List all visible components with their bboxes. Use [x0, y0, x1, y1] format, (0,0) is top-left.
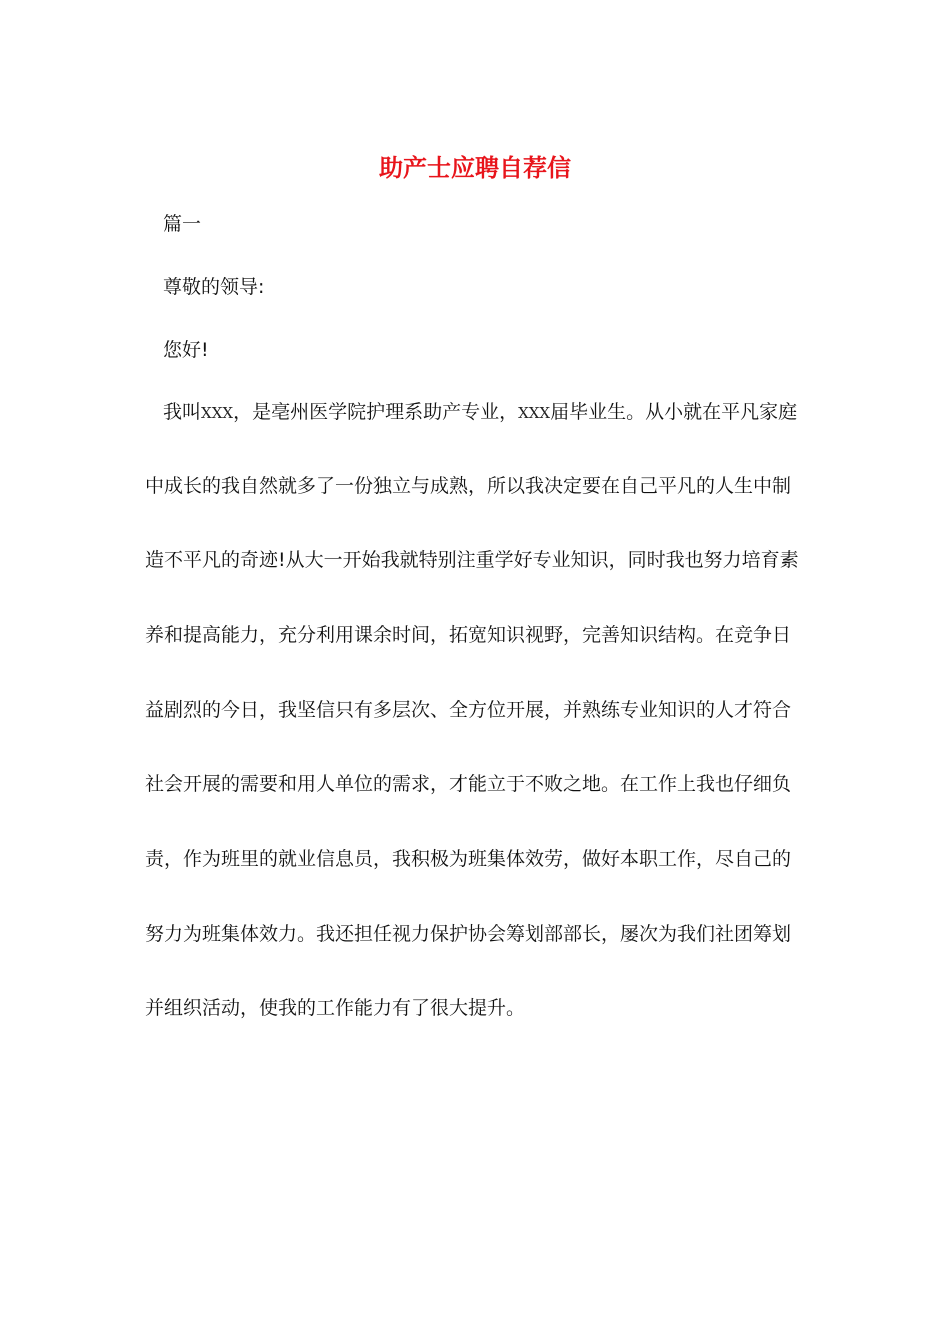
body-line-9: 并组织活动，使我的工作能力有了很大提升。: [145, 997, 526, 1019]
body-line-8: 努力为班集体效力。我还担任视力保护协会筹划部部长，屡次为我们社团筹划: [145, 923, 792, 945]
body-line-1: [163, 398, 797, 427]
body-line-3: 造不平凡的奇迹!从大一开始我就特别注重学好专业知识，同时我也努力培育素: [145, 549, 799, 571]
body-line-6: 社会开展的需要和用人单位的需求，才能立于不败之地。在工作上我也仔细负: [145, 773, 792, 795]
name-placeholder: XXX: [201, 404, 234, 422]
document-title: 助产士应聘自荐信: [379, 153, 571, 182]
year-placeholder: XXX: [518, 404, 551, 422]
section-heading: 篇一: [163, 213, 202, 235]
body-line-7: 责，作为班里的就业信息员，我积极为班集体效劳，做好本职工作，尽自己的: [145, 848, 792, 870]
body-text: 届毕业生。从小就在平凡家庭: [550, 401, 798, 423]
body-line-4: 养和提高能力，充分利用课余时间，拓宽知识视野，完善知识结构。在竞争日: [145, 624, 792, 646]
body-line-2: 中成长的我自然就多了一份独立与成熟，所以我决定要在自己平凡的人生中制: [145, 475, 792, 497]
greeting: 您好!: [163, 339, 209, 361]
salutation: 尊敬的领导:: [163, 276, 265, 298]
body-text: 我叫: [163, 401, 202, 423]
body-text: ，是亳州医学院护理系助产专业，: [233, 401, 519, 423]
body-line-5: 益剧烈的今日，我坚信只有多层次、全方位开展，并熟练专业知识的人才符合: [145, 699, 792, 721]
